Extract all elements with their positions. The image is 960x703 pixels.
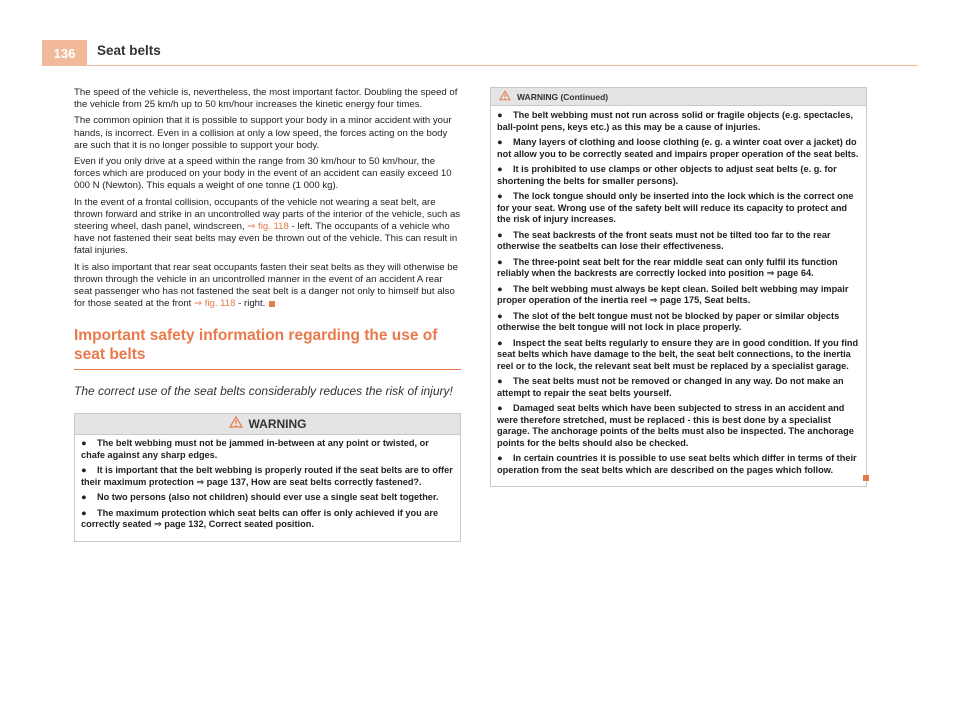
warning-item bbox=[81, 492, 454, 504]
warning-item bbox=[497, 257, 860, 280]
bullet: ● bbox=[497, 376, 503, 386]
paragraph bbox=[74, 262, 461, 311]
warning-header bbox=[491, 88, 866, 106]
page-title: Seat belts bbox=[97, 43, 161, 58]
page-header bbox=[0, 0, 960, 66]
warning-item-text: The lock tongue should only be inserted into the lock which is the correct one for your seat. Wrong use of the safety belt will reduce its capacity to protect and the risk of injury increases. bbox=[497, 191, 854, 224]
header-divider bbox=[87, 65, 918, 66]
warning-item-text: Inspect the seat belts regularly to ensure they are in good condition. If you find seat belts which have damage to the belt, the seat belt connections, to the inertia reel or to the lock, the relevant seat belt must be replaced by a specialist garage. bbox=[497, 337, 859, 371]
paragraph-text: - left. The occupants of a vehicle who have not fastened their seat belts may even be thrown out of the vehicle. This can result in fatal injuries. bbox=[74, 221, 458, 257]
warning-header bbox=[75, 414, 460, 435]
paragraph bbox=[74, 197, 461, 258]
bullet: ● bbox=[497, 283, 503, 294]
section-intro: The correct use of the seat belts considerably reduces the risk of injury! bbox=[74, 384, 453, 399]
warning-item bbox=[497, 453, 860, 476]
warning-item bbox=[497, 230, 860, 253]
warning-item-text: The seat backrests of the front seats must not be tilted too far to the rear otherwise the seatbelts can lose their effectiveness. bbox=[497, 229, 831, 251]
bullet: ● bbox=[81, 438, 87, 449]
bullet: ● bbox=[497, 256, 503, 267]
bullet: ● bbox=[81, 507, 87, 518]
warning-item bbox=[497, 191, 860, 226]
warning-item bbox=[497, 338, 860, 373]
figure-link[interactable]: ⇒ fig. 118 bbox=[194, 298, 236, 310]
warning-item bbox=[81, 508, 454, 531]
section-divider bbox=[74, 369, 461, 370]
left-column bbox=[74, 87, 461, 542]
warning-item-text: No two persons (also not children) should ever use a single seat belt together. bbox=[97, 492, 439, 503]
warning-item-text: The seat belts must not be removed or changed in any way. Do not make an attempt to repair the seat belts yourself. bbox=[497, 376, 844, 398]
warning-item bbox=[497, 164, 860, 187]
bullet: ● bbox=[497, 191, 503, 201]
warning-box bbox=[74, 413, 461, 542]
end-of-section-marker bbox=[269, 301, 275, 307]
bullet: ● bbox=[497, 229, 503, 240]
bullet: ● bbox=[497, 164, 503, 174]
bullet: ● bbox=[81, 492, 87, 503]
warning-item bbox=[497, 137, 860, 160]
warning-title: WARNING bbox=[248, 417, 307, 432]
warning-item bbox=[497, 403, 860, 449]
paragraph-text: It is also important that rear seat occupants fasten their seat belts as they will otherwise be thrown through the vehicle in an uncontrolled manner in the event of an accident A rear seat passenger who has not fastened the seat belt is a danger not only to himself but also for those seated at the front bbox=[74, 261, 458, 310]
warning-item bbox=[81, 465, 454, 488]
warning-item bbox=[81, 438, 454, 461]
warning-item-text: It is important that the belt webbing is properly routed if the seat belts are to offer their maximum protection ⇒ page 137, How are seat belts correctly fastened?. bbox=[81, 465, 453, 487]
section-heading: Important safety information regarding the use of seat belts bbox=[74, 327, 438, 364]
warning-item-text: The maximum protection which seat belts can offer is only achieved if you are correctly seated ⇒ page 132, Correct seated position. bbox=[81, 507, 439, 530]
paragraph: The common opinion that it is possible to support your body in a minor accident with your hands, is incorrect. Even in a collision at only a low speed, the forces acting on the body are such that it is no longer possible to support your body. bbox=[74, 115, 452, 151]
warning-body bbox=[75, 435, 460, 541]
figure-link[interactable]: ⇒ fig. 118 bbox=[247, 221, 289, 233]
paragraph: The speed of the vehicle is, nevertheless, the most important factor. Doubling the speed of the vehicle from 25 km/h up to 50 km/hour increases the kinetic energy four times. bbox=[74, 87, 458, 111]
warning-triangle-icon bbox=[499, 88, 511, 106]
warning-title: WARNING (Continued) bbox=[517, 91, 609, 102]
paragraph-text: - right. bbox=[235, 298, 266, 310]
bullet: ● bbox=[81, 465, 87, 476]
bullet: ● bbox=[497, 453, 503, 463]
bullet: ● bbox=[497, 337, 503, 348]
paragraph-text: In the event of a frontal collision, occupants of the vehicle not wearing a seat belt, are thrown forward and strike in an uncontrolled way parts of the interior of the vehicle, such as steering wheel, dash panel, windscreen, bbox=[74, 196, 461, 233]
warning-item bbox=[497, 311, 860, 334]
page-number: 136 bbox=[42, 40, 87, 66]
warning-item bbox=[497, 110, 860, 133]
warning-item bbox=[497, 284, 860, 307]
warning-item-text: The three-point seat belt for the rear middle seat can only fulfil its function reliably when the backrests are correctly locked into position ⇒ page 64. bbox=[497, 256, 838, 278]
bullet: ● bbox=[497, 310, 503, 321]
warning-item bbox=[497, 376, 860, 399]
bullet: ● bbox=[497, 137, 503, 147]
warning-item-text: It is prohibited to use clamps or other objects to adjust seat belts (e. g. for shortening the belts for smaller persons). bbox=[497, 164, 837, 186]
warning-item-text: The belt webbing must not be jammed in-between at any point or twisted, or chafe against any sharp edges. bbox=[81, 438, 429, 460]
warning-item-text: Damaged seat belts which have been subjected to stress in an accident and were therefore stretched, must be replaced - this is best done by a specialist garage. The anchorage points of the belts must also be inspected. The anchorage points for the belts should also be checked. bbox=[497, 403, 854, 448]
end-of-section-marker bbox=[863, 475, 869, 481]
warning-item-text: The slot of the belt tongue must not be blocked by paper or similar objects otherwise the belt tongue will not lock in place properly. bbox=[497, 310, 840, 332]
paragraph: Even if you only drive at a speed within the range from 30 km/hour to 50 km/hour, the forces which are produced on your body in the event of an accident can easily exceed 10 000 N (Newton). This equals a weight of one tonne (1 000 kg). bbox=[74, 156, 452, 192]
bullet: ● bbox=[497, 403, 503, 413]
warning-item-text: Many layers of clothing and loose clothing (e. g. a winter coat over a jacket) do not allow you to be correctly seated and impairs proper operation of the seat belts. bbox=[497, 137, 859, 159]
warning-item-text: The belt webbing must always be kept clean. Soiled belt webbing may impair proper operation of the inertia reel ⇒ page 175, Seat belts. bbox=[497, 283, 849, 305]
bullet: ● bbox=[497, 110, 503, 120]
warning-item-text: In certain countries it is possible to use seat belts which differ in terms of their operation from the seat belts which are described on the pages which follow. bbox=[497, 453, 857, 475]
right-column bbox=[490, 87, 867, 487]
warning-triangle-icon bbox=[229, 415, 243, 433]
warning-item-text: The belt webbing must not run across solid or fragile objects (e.g. spectacles, ball-point pens, keys etc.) as this may be a cause of injuries. bbox=[497, 110, 854, 132]
warning-box-continued bbox=[490, 87, 867, 487]
warning-body bbox=[491, 106, 866, 486]
